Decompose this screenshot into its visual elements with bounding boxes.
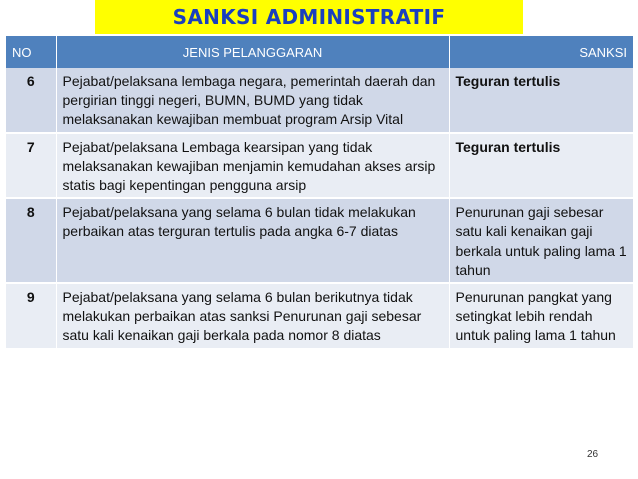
violation-text: Pejabat/pelaksana yang selama 6 bulan tidak melakukan perbaikan atas terguran tertulis pada angka 6-7 diatas (56, 198, 449, 283)
sanction-text: Penurunan pangkat yang setingkat lebih rendah untuk paling lama 1 tahun (449, 283, 633, 348)
table-row (6, 133, 633, 199)
header-sanksi: SANKSI (449, 36, 633, 68)
violation-text: Pejabat/pelaksana yang selama 6 bulan berikutnya tidak melakukan perbaikan atas sanksi Penurunan gaji sebesar satu kali kenaikan gaji berkala pada nomor 8 diatas (56, 283, 449, 348)
row-number: 7 (6, 133, 56, 199)
violation-text: Pejabat/pelaksana Lembaga kearsipan yang tidak melaksanakan kewajiban menjamin kemudahan akses arsip statis bagi kepentingan pengguna arsip (56, 133, 449, 199)
sanction-text: Penurunan gaji sebesar satu kali kenaikan gaji berkala untuk paling lama 1 tahun (449, 198, 633, 283)
sanctions-table (6, 36, 633, 348)
row-number: 9 (6, 283, 56, 348)
page-title: SANKSI ADMINISTRATIF (172, 5, 446, 29)
header-no: NO (6, 36, 56, 68)
sanction-text: Teguran tertulis (449, 68, 633, 133)
table-row (6, 283, 633, 348)
violation-text: Pejabat/pelaksana lembaga negara, pemerintah daerah dan pergirian tinggi negeri, BUMN, BUMD yang tidak melaksanakan kewajiban membuat program Arsip Vital (56, 68, 449, 133)
sanction-text: Teguran tertulis (449, 133, 633, 199)
table-row (6, 198, 633, 283)
header-jenis-pelanggaran: JENIS PELANGGARAN (56, 36, 449, 68)
row-number: 8 (6, 198, 56, 283)
row-number: 6 (6, 68, 56, 133)
title-banner (95, 0, 523, 34)
page-number: 26 (587, 449, 599, 460)
table-header-row (6, 36, 633, 68)
table-row (6, 68, 633, 133)
